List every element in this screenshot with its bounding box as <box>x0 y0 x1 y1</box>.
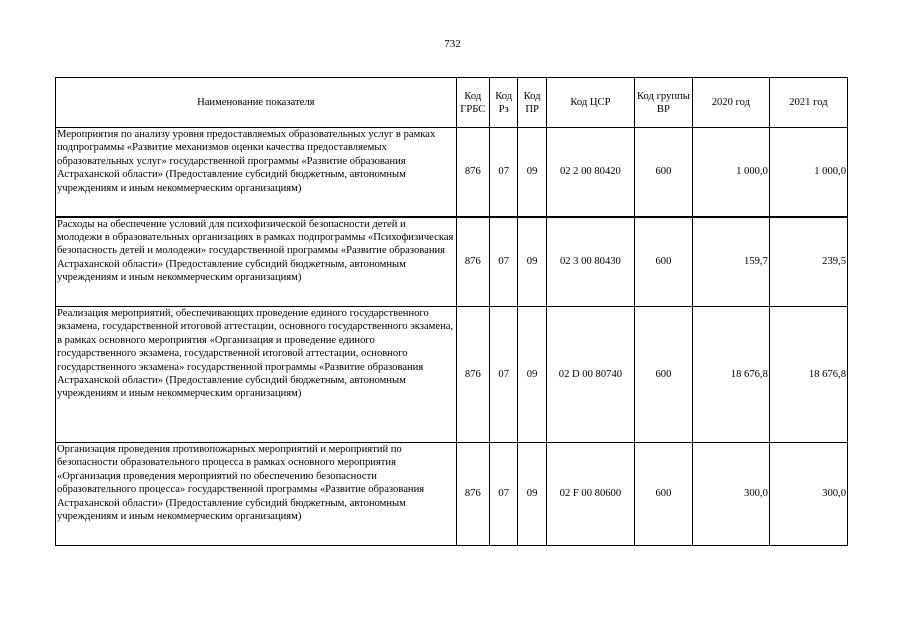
header-2020: 2020 год <box>692 78 769 128</box>
row-vr: 600 <box>635 307 693 443</box>
table-row <box>56 307 848 443</box>
row-vr: 600 <box>635 217 693 307</box>
table-row <box>56 128 848 217</box>
header-csr: Код ЦСР <box>546 78 634 128</box>
row-name: Реализация мероприятий, обеспечивающих проведение единого государственного экзамена, государственной итоговой аттестации, основного государственного экзамена, в рамках основного мероприятия «Организация и проведение единого государственного экзамена, государственной итоговой аттестации, основного государственного экзамена» государственной программы «Развитие образования Астраханской области» (Предоставление субсидий бюджетным, автономным учреждениям и иным некоммерческим организациям) <box>56 307 457 443</box>
header-2021: 2021 год <box>769 78 847 128</box>
row-csr: 02 F 00 80600 <box>546 443 634 546</box>
row-grbs: 876 <box>456 443 489 546</box>
row-pr: 09 <box>518 217 546 307</box>
row-2020: 159,7 <box>692 217 769 307</box>
header-vr: Код группы ВР <box>635 78 693 128</box>
row-2021: 1 000,0 <box>769 128 847 217</box>
header-pr: Код ПР <box>518 78 546 128</box>
row-grbs: 876 <box>456 307 489 443</box>
header-name: Наименование показателя <box>56 78 457 128</box>
table-row <box>56 443 848 546</box>
table-header-row <box>56 78 848 128</box>
row-2021: 300,0 <box>769 443 847 546</box>
row-grbs: 876 <box>456 217 489 307</box>
row-pr: 09 <box>518 307 546 443</box>
table-row <box>56 217 848 307</box>
row-name: Расходы на обеспечение условий для психофизической безопасности детей и молодежи в образовательных организациях в рамках подпрограммы «Психофизическая безопасность детей и молодежи» государственной программы «Развитие образования Астраханской области» (Предоставление субсидий бюджетным, автономным учреждениям и иным некоммерческим организациям) <box>56 217 457 307</box>
row-pr: 09 <box>518 443 546 546</box>
row-2021: 18 676,8 <box>769 307 847 443</box>
row-2020: 1 000,0 <box>692 128 769 217</box>
budget-table <box>55 77 848 546</box>
row-grbs: 876 <box>456 128 489 217</box>
header-rz: Код Рз <box>490 78 518 128</box>
row-vr: 600 <box>635 443 693 546</box>
row-name: Организация проведения противопожарных мероприятий и мероприятий по безопасности образовательного процесса в рамках основного мероприятия «Организация проведения мероприятий по обеспечению безопасности образовательного процесса» государственной программы «Развитие образования Астраханской области» (Предоставление субсидий бюджетным, автономным учреждениям и иным некоммерческим организациям) <box>56 443 457 546</box>
row-2020: 300,0 <box>692 443 769 546</box>
row-pr: 09 <box>518 128 546 217</box>
row-csr: 02 3 00 80430 <box>546 217 634 307</box>
row-rz: 07 <box>490 217 518 307</box>
row-name: Мероприятия по анализу уровня предоставляемых образовательных услуг в рамках подпрограммы «Развитие механизмов оценки качества предоставляемых образовательных услуг» государственной программы «Развитие образования Астраханской области» (Предоставление субсидий бюджетным, автономным учреждениям и иным некоммерческим организациям) <box>56 128 457 217</box>
header-grbs: Код ГРБС <box>456 78 489 128</box>
row-vr: 600 <box>635 128 693 217</box>
row-rz: 07 <box>490 128 518 217</box>
row-2021: 239,5 <box>769 217 847 307</box>
row-rz: 07 <box>490 307 518 443</box>
row-2020: 18 676,8 <box>692 307 769 443</box>
row-rz: 07 <box>490 443 518 546</box>
row-csr: 02 2 00 80420 <box>546 128 634 217</box>
row-csr: 02 D 00 80740 <box>546 307 634 443</box>
page-number: 732 <box>444 38 461 50</box>
